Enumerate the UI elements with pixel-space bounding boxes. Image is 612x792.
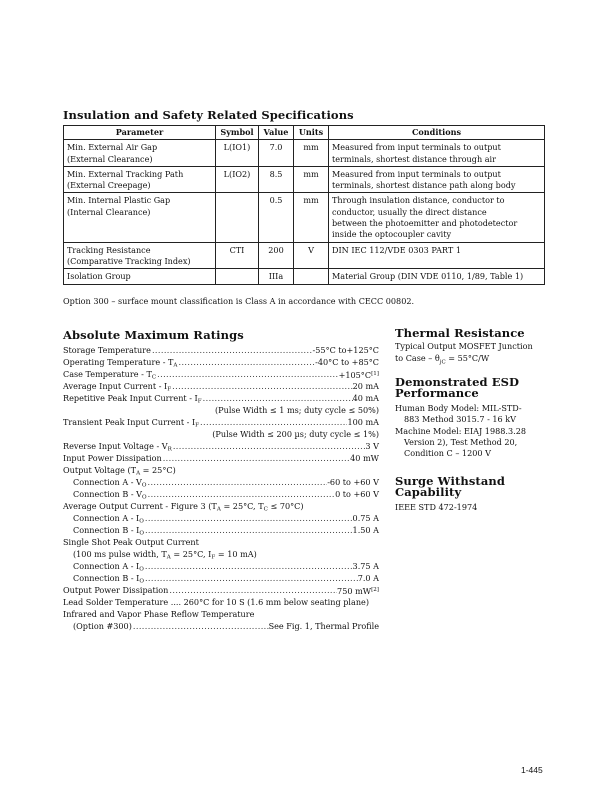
rating-row: Connection A - $I_O$ ..... 3.75 A [63, 560, 379, 572]
rating-row: Connection B - $I_O$ ..... 1.50 A [63, 524, 379, 536]
rating-row: (Option #300) ..... See Fig. 1, Thermal Profile [63, 620, 379, 632]
cell-symbol: L(IO1) [216, 140, 259, 167]
cell-value: 7.0 [259, 140, 294, 167]
rating-row: (Pulse Width ≤ 1 ms; duty cycle ≤ 50%) [215, 405, 379, 415]
thermal-section [395, 328, 555, 369]
ratings-title: Absolute Maximum Ratings [63, 328, 244, 342]
rating-value: 0.75 A [352, 513, 379, 523]
insulation-table [63, 125, 545, 285]
cell-units: V [294, 242, 329, 269]
page-number: 1-445 [521, 765, 543, 775]
rating-value: 100 mA [347, 417, 379, 427]
cell-parameter: Min. Internal Plastic Gap (Internal Clearance) [64, 193, 216, 242]
rating-value: -55°C to+125°C [312, 345, 379, 355]
thermal-title: Thermal Resistance [395, 326, 525, 340]
table-row [64, 140, 545, 167]
rating-row: Connection A - $V_O$ ..... -60 to +60 V [63, 476, 379, 488]
col-header-units: Units [294, 126, 329, 140]
rating-value: -40°C to +85°C [315, 357, 379, 367]
cell-parameter: Min. External Tracking Path (External Creepage) [64, 166, 216, 193]
rating-row: (100 ms pulse width, $T_A = 25^\circ C$, $I_F = 10$ mA) [73, 549, 257, 561]
cell-value: IIIa [259, 269, 294, 284]
cell-symbol: L(IO2) [216, 166, 259, 193]
cell-conditions: DIN IEC 112/VDE 0303 PART 1 [329, 242, 545, 269]
esd-line: Condition C – 1200 V [404, 448, 491, 459]
option-300-note: Option 300 – surface mount classification is Class A in accordance with CECC 00802. [63, 296, 415, 306]
rating-value: +105°C[1] [338, 370, 379, 380]
rating-row: Storage Temperature ..... -55°C to+125°C [63, 344, 379, 356]
rating-row: Case Temperature - $T_C$ ..... +105°C[1] [63, 368, 379, 380]
esd-section [395, 377, 555, 460]
rating-row: Input Power Dissipation ..... 40 mW [63, 452, 379, 464]
rating-value: 3.75 A [352, 561, 379, 571]
rating-value: 1.50 A [352, 525, 379, 535]
rating-value: 3 V [365, 441, 379, 451]
rating-value: 7.0 A [357, 573, 379, 583]
table-header-row [64, 126, 545, 140]
cell-parameter: Min. External Air Gap (External Clearance) [64, 140, 216, 167]
rating-value: 750 mW[2] [337, 586, 379, 596]
insulation-title: Insulation and Safety Related Specifications [63, 108, 354, 122]
cell-parameter: Tracking Resistance (Comparative Tracking Index) [64, 242, 216, 269]
cell-symbol [216, 193, 259, 242]
rating-row: Output Power Dissipation ..... 750 mW[2] [63, 584, 379, 596]
rating-value: 40 mW [350, 453, 379, 463]
esd-line: Human Body Model: MIL-STD- [395, 402, 522, 413]
table-row [64, 193, 545, 242]
cell-conditions: Measured from input terminals to output terminals, shortest distance through air [329, 140, 545, 167]
esd-title-line-1: Demonstrated ESD [395, 375, 520, 389]
cell-parameter: Isolation Group [64, 269, 216, 284]
cell-units [294, 269, 329, 284]
rating-row: Infrared and Vapor Phase Reflow Temperature [63, 609, 255, 619]
rating-row: Transient Peak Input Current - $I_F$ ..... 100 mA [63, 416, 379, 428]
surge-title-line-2: Capability [395, 485, 462, 500]
cell-conditions: Through insulation distance, conductor to conductor, usually the direct distance between the photoemitter and photodetector inside the optocoupler cavity [329, 193, 545, 242]
thermal-line-1: Typical Output MOSFET Junction [395, 341, 533, 352]
cell-value: 8.5 [259, 166, 294, 193]
table-row [64, 242, 545, 269]
cell-units: mm [294, 193, 329, 242]
surge-section [395, 476, 555, 513]
col-header-conditions: Conditions [329, 126, 545, 140]
cell-symbol [216, 269, 259, 284]
rating-row: Repetitive Peak Input Current - $I_F$ ..... 40 mA [63, 392, 379, 404]
rating-row: Lead Solder Temperature .... 260°C for 10 S (1.6 mm below seating plane) [63, 597, 369, 607]
surge-text: IEEE STD 472-1974 [395, 501, 478, 512]
rating-row: Reverse Input Voltage - $V_R$ ..... 3 V [63, 440, 379, 452]
rating-value: 0 to +60 V [335, 489, 379, 499]
esd-line: 883 Method 3015.7 - 16 kV [404, 414, 517, 425]
rating-row: Average Input Current - $I_F$ ..... 20 mA [63, 380, 379, 392]
rating-row: Average Output Current - Figure 3 ($T_A = 25^\circ C$, $T_C \le 70^\circ C$) [63, 501, 304, 513]
cell-units: mm [294, 166, 329, 193]
cell-conditions: Measured from input terminals to output terminals, shortest distance path along body [329, 166, 545, 193]
surge-title-line-1: Surge Withstand [395, 474, 505, 488]
ratings-list [63, 344, 379, 632]
table-row [64, 166, 545, 193]
rating-value: See Fig. 1, Thermal Profile [268, 621, 379, 631]
col-header-value: Value [259, 126, 294, 140]
esd-line: Machine Model: EIAJ 1988.3.28 [395, 425, 527, 436]
cell-value: 0.5 [259, 193, 294, 242]
rating-row: Output Voltage $(T_A = 25^\circ C)$ [63, 465, 176, 477]
col-header-symbol: Symbol [216, 126, 259, 140]
cell-conditions: Material Group (DIN VDE 0110, 1/89, Table 1) [329, 269, 545, 284]
rating-value: 40 mA [352, 393, 379, 403]
rating-row: Connection B - $I_O$ ..... 7.0 A [63, 572, 379, 584]
rating-row: Connection A - $I_O$ ..... 0.75 A [63, 512, 379, 524]
rating-row: Operating Temperature - $T_A$ ..... -40°C to +85°C [63, 356, 379, 368]
thermal-line-2: to Case – $\theta_{jC} = 55^\circ C/W$ [395, 352, 490, 366]
cell-units: mm [294, 140, 329, 167]
table-row [64, 269, 545, 284]
rating-row: (Pulse Width ≤ 200 µs; duty cycle ≤ 1%) [212, 429, 379, 439]
rating-value: 20 mA [352, 381, 379, 391]
esd-title-line-2: Performance [395, 386, 479, 401]
col-header-parameter: Parameter [64, 126, 216, 140]
rating-row: Single Shot Peak Output Current [63, 537, 199, 547]
cell-value: 200 [259, 242, 294, 269]
esd-line: Version 2), Test Method 20, [404, 437, 518, 448]
rating-value: -60 to +60 V [327, 477, 379, 487]
rating-row: Connection B - $V_O$ ..... 0 to +60 V [63, 488, 379, 500]
cell-symbol: CTI [216, 242, 259, 269]
